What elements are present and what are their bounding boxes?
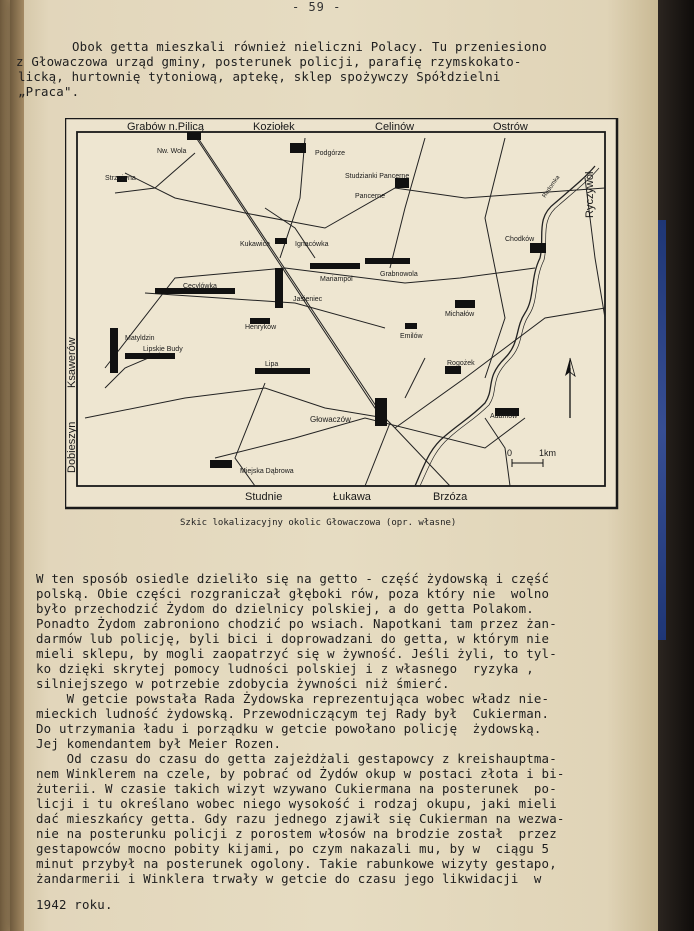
intro-line: licką, hurtownię tytoniową, aptekę, sklep spożywczy Spółdzielni [18, 69, 501, 84]
border-label: Celinów [375, 121, 415, 133]
body-line: dać mieszkańcy getta. Gdy razu jednego zjawił się Cukierman na wezwa- [36, 811, 565, 826]
place-label: Radomka [541, 174, 562, 200]
body-line: minut przybył na posterunek ogolony. Takie rabunkowe wizyty gestapo, [36, 856, 557, 871]
place-label: Kukawica [240, 241, 270, 248]
body-line: Od czasu do czasu do getta zajeżdżali gestapowcy z kreishauptma- [36, 751, 557, 766]
place-label: Lipa [265, 361, 279, 368]
body-line: licji i tu określano wobec niego wysokość i rodzaj okupu, jaki mieli [36, 796, 557, 811]
border-label: Grabów n.Pilicą [127, 121, 205, 133]
body-line: było przechodzić Żydom do dzielnicy polskiej, a do getta Polakom. [36, 601, 534, 616]
place-label: Rogożek [447, 360, 475, 367]
place-label: Grabnowola [380, 271, 418, 278]
map-caption: Szkic lokalizacyjny okolic Głowaczowa (opr. własne) [180, 518, 457, 528]
body-line: mieckich ludność żydowską. Przewodniczącym tej Rady był Cukierman. [36, 706, 550, 721]
svg-text:Pancerne: Pancerne [355, 193, 385, 200]
place-label: Mariampol [320, 276, 353, 283]
place-label: Podgórze [315, 150, 345, 157]
page-gutter [10, 0, 24, 931]
book-page [10, 0, 658, 931]
place-label: Lipskie Budy [143, 346, 183, 353]
border-label: Dobieszyn [66, 421, 78, 473]
body-line: mieli sklepu, by mogli zaopatrzyć się w żywność. Jeśli żyli, to tyl- [36, 646, 557, 661]
border-label: Ostrów [493, 121, 528, 133]
body-line: nem Winklerem na czele, by pobrać od Żydów okup w postaci złota i bi- [36, 766, 565, 781]
body-line: Jej komendantem był Meier Rozen. [36, 736, 282, 751]
place-label: Miejska Dąbrowa [240, 468, 294, 475]
place-label: Matyldzin [125, 335, 155, 342]
place-label: Studzianki Pancerne [345, 173, 410, 180]
body-line: silniejszego w potrzebie zdobycia żywności niż śmierć. [36, 676, 450, 691]
place-label: Strzyżyna [105, 175, 136, 182]
body-line: żuterii. W czasie takich wizyt wzywano Cukiermana na posterunek po- [36, 781, 557, 796]
location-map [65, 118, 625, 513]
body-line: żandarmerii i Winklera trwały w getcie do czasu jego likwidacji w [36, 871, 542, 886]
intro-line: Obok getta mieszkali również nieliczni Polacy. Tu przeniesiono [72, 39, 547, 54]
place-label: Henryków [245, 324, 277, 331]
body-line: 1942 roku. [36, 897, 113, 912]
border-label: Brzóza [433, 491, 468, 503]
border-label: Koziołek [253, 121, 295, 133]
place-label: Głowaczów [310, 415, 351, 424]
adjacent-book-spine [658, 220, 666, 640]
page-number: - 59 - [292, 0, 342, 14]
intro-line: „Praca". [18, 84, 80, 99]
place-label: Jasieniec [293, 296, 323, 303]
place-label: Emilów [400, 333, 423, 340]
scale-end: 1km [539, 448, 557, 458]
intro-line: z Głowaczowa urząd gminy, posterunek policji, parafię rzymskokato- [16, 54, 522, 69]
border-label: Studnie [245, 491, 283, 503]
place-label: Adamów [490, 413, 518, 420]
place-label: Michałów [445, 311, 475, 318]
body-line: W getcie powstała Rada Żydowska reprezentująca wobec władz nie- [36, 691, 550, 706]
body-line: darmów lub policję, byli bici i doprowadzani do getta, w którym nie [36, 631, 550, 646]
body-line: gestapowców mocno pobity kijami, po czym nakazali mu, by w ciągu 5 [36, 841, 550, 856]
body-line: Ponadto Żydom zabroniono chodzić po wsiach. Napotkani tam przez żan- [36, 616, 557, 631]
body-line: polską. Obie części rozgraniczał głęboki rów, poza który nie wolno [36, 586, 550, 601]
place-label: Nw. Wola [157, 148, 187, 155]
border-label: Ryczywół [584, 171, 596, 218]
place-label: Cecylówka [183, 283, 217, 290]
body-line: W ten sposób osiedle dzieliło się na getto - część żydowską i część [36, 571, 550, 586]
place-label: Chodków [505, 236, 535, 243]
border-label: Łukawa [333, 491, 371, 503]
scale-start: 0 [507, 448, 513, 458]
place-label: Ignacówka [295, 241, 329, 248]
body-line: ko dzięki skrytej pomocy ludności polskiej i z własnego ryzyka , [36, 661, 534, 676]
body-line: Do utrzymania ładu i porządku w getcie powołano policję żydowską. [36, 721, 542, 736]
border-label: Ksawerów [66, 337, 78, 388]
body-line: nie na posterunku policji z porostem włosów na brodzie został przez [36, 826, 557, 841]
